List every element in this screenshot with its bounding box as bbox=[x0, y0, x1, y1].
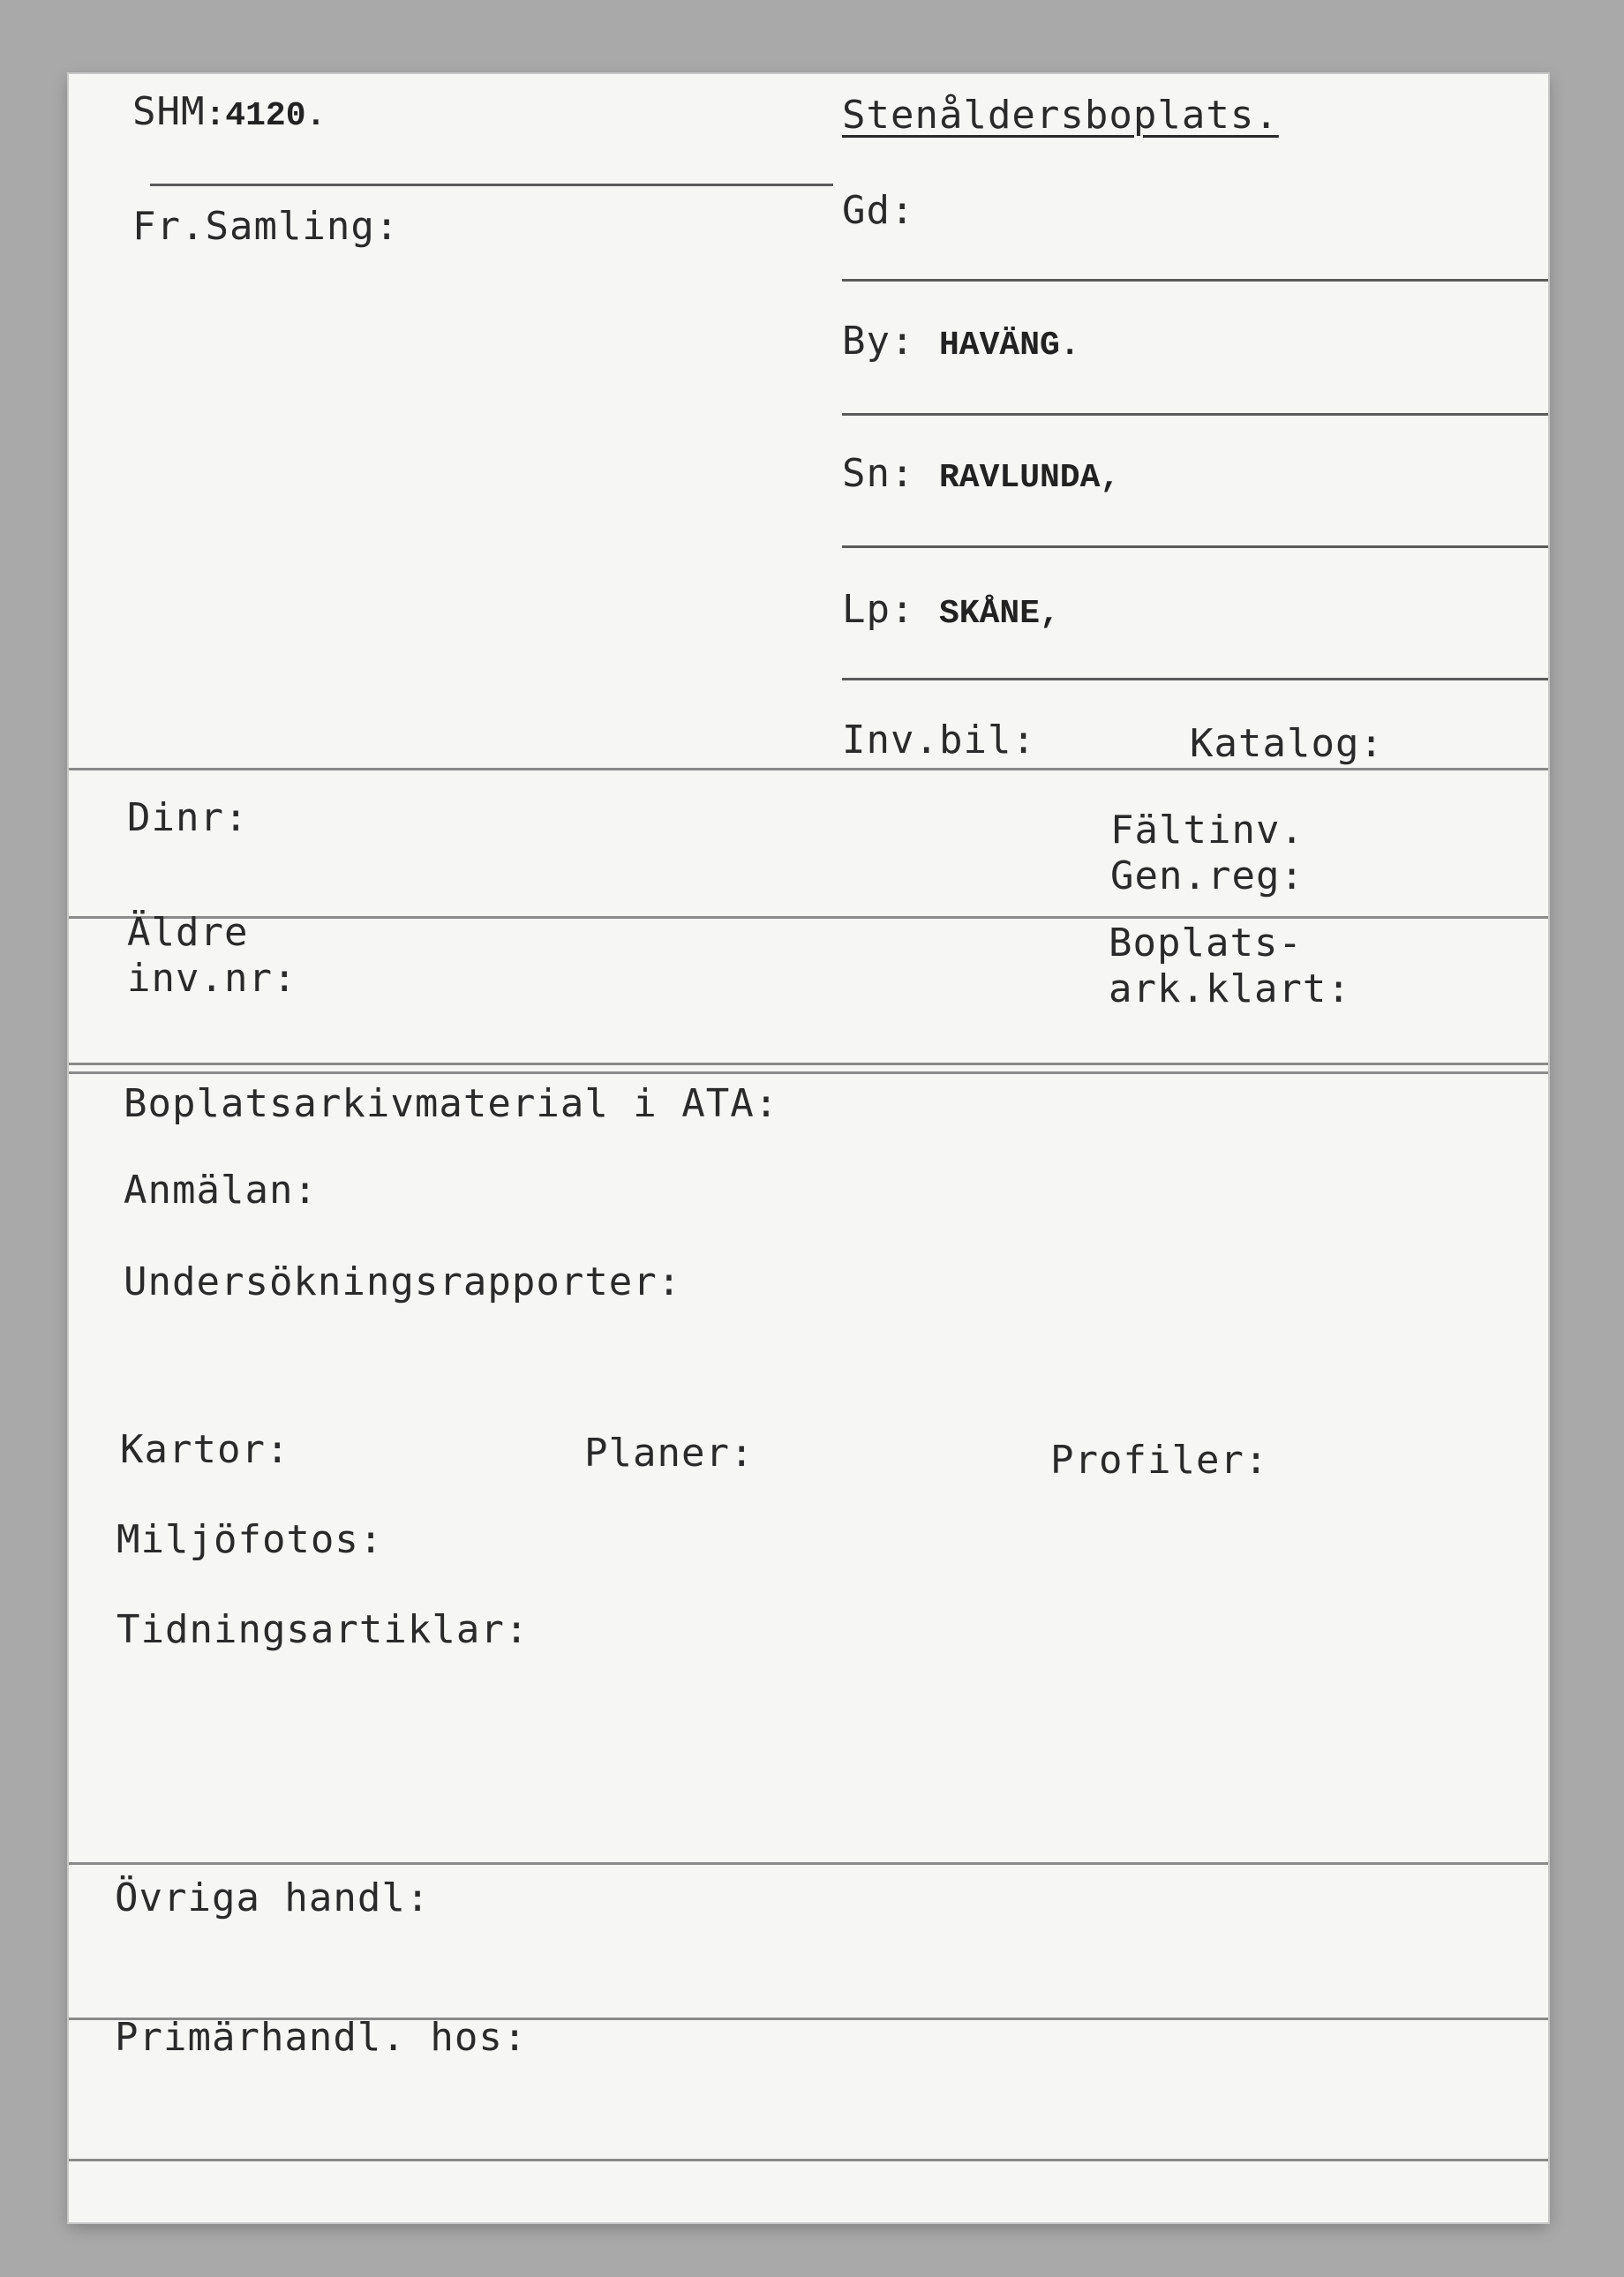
divider bbox=[842, 279, 1548, 282]
inv-nr-label: inv.nr: bbox=[127, 956, 297, 1001]
divider bbox=[842, 413, 1548, 416]
anmalan-label: Anmälan: bbox=[124, 1168, 318, 1213]
section-rule bbox=[69, 916, 1548, 919]
undersokningsrapporter-label: Undersökningsrapporter: bbox=[124, 1259, 682, 1304]
katalog-label: Katalog: bbox=[1190, 721, 1384, 766]
section-rule bbox=[69, 768, 1548, 770]
fr-samling-label: Fr.Samling: bbox=[132, 204, 400, 249]
divider bbox=[150, 184, 833, 186]
sn-value: RAVLUNDA, bbox=[938, 459, 1121, 497]
by-field bbox=[842, 319, 1080, 365]
tidningsartiklar-label: Tidningsartiklar: bbox=[117, 1607, 530, 1652]
planer-label: Planer: bbox=[584, 1431, 755, 1476]
inv-bil-label: Inv.bil: bbox=[842, 718, 1036, 763]
ark-klart-label: ark.klart: bbox=[1109, 966, 1351, 1011]
gen-reg-label: Gen.reg: bbox=[1110, 853, 1304, 898]
faltinv-label: Fältinv. bbox=[1110, 808, 1304, 853]
sn-field bbox=[842, 452, 1120, 498]
boplats-label: Boplats- bbox=[1109, 921, 1303, 966]
archive-heading: Boplatsarkivmaterial i ATA: bbox=[124, 1081, 779, 1126]
aldre-label: Äldre bbox=[127, 910, 249, 955]
section-rule bbox=[69, 1063, 1548, 1065]
category-title: Stenåldersboplats. bbox=[842, 93, 1279, 138]
profiler-label: Profiler: bbox=[1050, 1438, 1269, 1483]
divider bbox=[842, 545, 1548, 548]
section-rule bbox=[69, 2159, 1548, 2161]
record-card bbox=[69, 74, 1548, 2222]
miljofotos-label: Miljöfotos: bbox=[117, 1517, 384, 1562]
by-label: By: bbox=[842, 319, 915, 364]
divider bbox=[842, 678, 1548, 680]
lp-value: SKÅNE, bbox=[938, 595, 1060, 633]
gd-label: Gd: bbox=[842, 188, 915, 233]
lp-label: Lp: bbox=[842, 587, 915, 632]
ovriga-handl-label: Övriga handl: bbox=[115, 1875, 431, 1920]
dinr-label: Dinr: bbox=[127, 795, 249, 840]
shm-number: :4120. bbox=[205, 97, 327, 135]
kartor-label: Kartor: bbox=[120, 1427, 290, 1472]
primarhandl-label: Primärhandl. hos: bbox=[115, 2015, 528, 2060]
sn-label: Sn: bbox=[842, 451, 915, 496]
by-value: HAVÄNG. bbox=[938, 327, 1080, 364]
shm-label bbox=[132, 90, 326, 136]
shm-prefix: SHM bbox=[132, 89, 206, 134]
section-rule bbox=[69, 1862, 1548, 1865]
section-rule bbox=[69, 1071, 1548, 1074]
lp-field bbox=[842, 588, 1060, 634]
